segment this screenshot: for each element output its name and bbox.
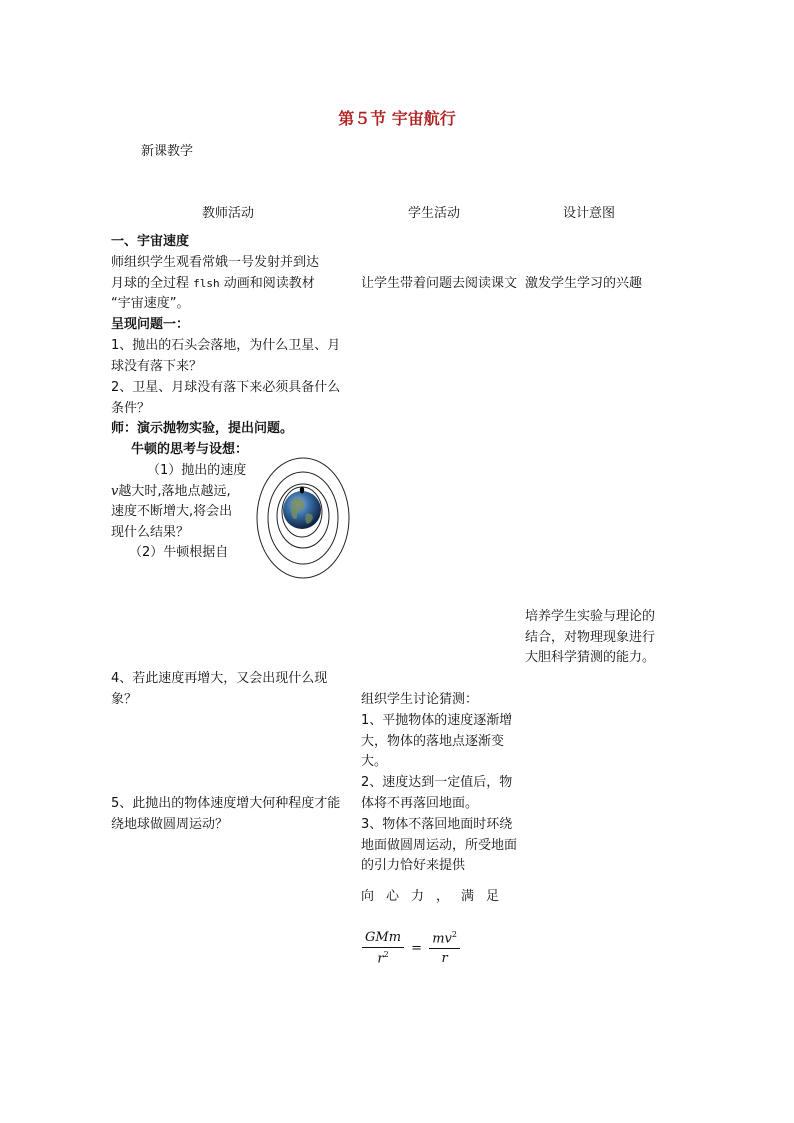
student-guess-2: 2、速度达到一定值后，物体将不再落回地面。 — [361, 775, 513, 811]
velocity-symbol: v — [111, 483, 119, 499]
question-5: 5、此抛出的物体速度增大何种程度才能绕地球做圆周运动？ — [111, 796, 341, 832]
earth-globe — [283, 491, 321, 529]
problem-heading: 呈现问题一： — [111, 317, 190, 332]
student-guess-3: 3、物体不落回地面时环绕地面做圆周运动，所受地面的引力恰好来提供 — [361, 817, 518, 873]
header-student-activity: 学生活动 — [408, 206, 461, 221]
formula-lhs-num: GMm — [362, 930, 404, 948]
question-1: 1、抛出的石头会落地，为什么卫星、月球没有落下来？ — [111, 338, 341, 374]
formula-lhs-exp: 2 — [383, 950, 389, 959]
formula-rhs-den: r — [441, 951, 448, 967]
formula-rhs — [429, 930, 460, 966]
newton-line3: 速度不断增大,将会出 — [111, 504, 233, 519]
newton-line5: （2）牛顿根据自 — [129, 545, 229, 560]
newton-line2 — [111, 482, 256, 503]
header-teacher-activity: 教师活动 — [202, 206, 255, 221]
teacher-demo: 师：演示抛物实验，提出问题。 — [111, 421, 294, 436]
teacher-intro-line2a: 月球的全过程 — [111, 275, 194, 291]
design-interest: 激发学生学习的兴趣 — [525, 276, 643, 291]
newton-line2b: 越大时,落地点越远, — [118, 483, 231, 499]
teacher-intro — [111, 253, 349, 315]
student-guess-1: 1、平抛物体的速度逐渐增大，物体的落地点逐渐变大。 — [361, 713, 513, 769]
page-title: 第５节 宇宙航行 — [338, 109, 456, 128]
teacher-intro-line2b: 动画和阅读教材 — [219, 275, 315, 291]
teacher-intro-line3: “宇宙速度”。 — [111, 296, 190, 311]
header-design-intent: 设计意图 — [563, 206, 616, 221]
orbit-diagram — [256, 456, 352, 580]
student-read: 让学生带着问题去阅读课文 — [361, 276, 518, 291]
projectile-marker — [300, 487, 304, 494]
teacher-intro-flsh: flsh — [193, 276, 220, 290]
section-heading: 一、宇宙速度 — [111, 234, 190, 249]
student-discuss: 组织学生讨论猜测： — [361, 692, 479, 707]
formula-lhs-den: r — [377, 951, 384, 967]
formula-equals: = — [411, 940, 423, 956]
teacher-intro-line2 — [111, 274, 349, 295]
newton-line4: 现什么结果？ — [111, 524, 190, 540]
teacher-intro-line1: 师组织学生观看常娥一号发射并到达 — [111, 255, 320, 270]
formula-lhs — [362, 930, 404, 966]
newton-line1: （1）抛出的速度 — [147, 463, 247, 478]
section-subtitle: 新课教学 — [141, 144, 194, 159]
newton-heading: 牛顿的思考与设想： — [131, 442, 249, 457]
formula — [362, 930, 460, 966]
design-goal: 培养学生实验与理论的结合，对物理现象进行大胆科学猜测的能力。 — [525, 609, 656, 665]
question-2: 2、卫星、月球没有落下来必须具备什么条件？ — [111, 380, 341, 416]
student-guess-3-end: 向心力，满足 — [361, 889, 512, 904]
formula-rhs-exp: 2 — [451, 930, 457, 939]
question-4: 4、若此速度再增大，又会出现什么现象？ — [111, 671, 328, 707]
formula-rhs-num: mv — [432, 931, 452, 947]
newton-text — [111, 461, 256, 564]
